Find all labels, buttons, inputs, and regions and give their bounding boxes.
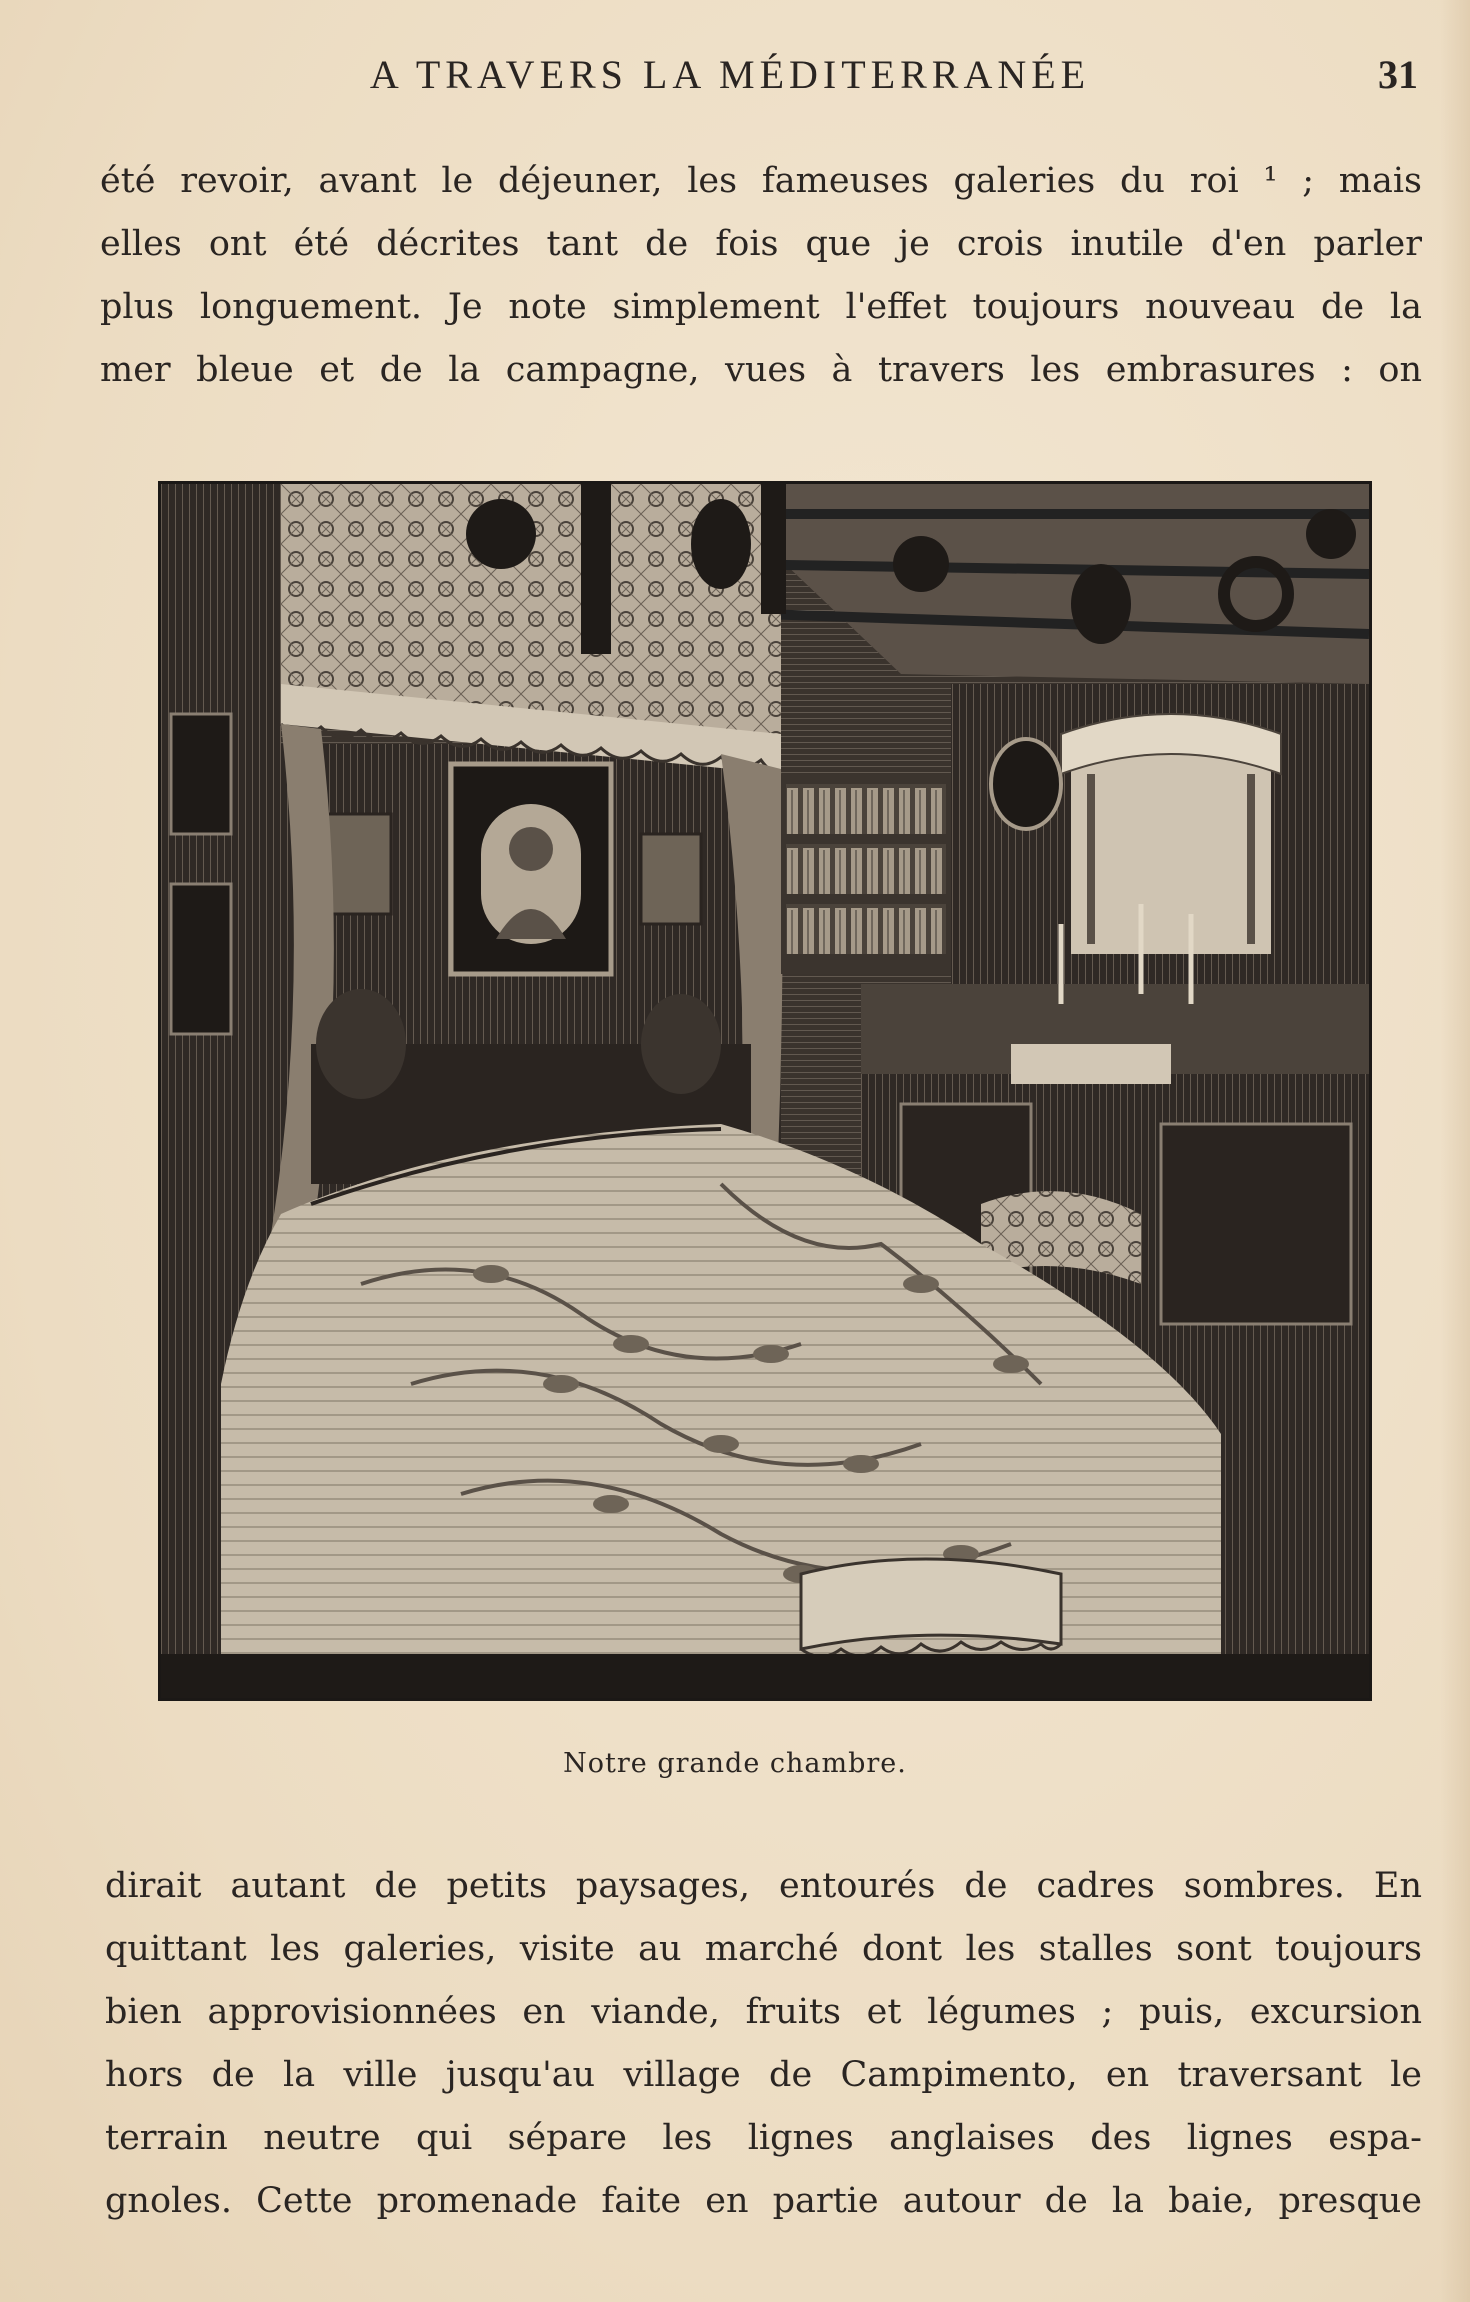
engraving-illustration xyxy=(158,481,1372,1701)
running-header xyxy=(0,50,1470,100)
bookshelf xyxy=(781,774,951,974)
text-line: plus longuement. Je note simplement l'effet toujours nouveau de la xyxy=(100,287,1422,327)
text-line: été revoir, avant le déjeuner, les fameuses galeries du roi ¹ ; mais xyxy=(100,161,1422,201)
page-edge-shading xyxy=(1440,0,1470,2302)
text-line: mer bleue et de la campagne, vues à travers les embrasures : on xyxy=(100,350,1422,390)
text-line: quittant les galeries, visite au marché dont les stalles sont toujours xyxy=(105,1929,1422,1969)
text-line: bien approvisionnées en viande, fruits et légumes ; puis, excursion xyxy=(105,1992,1422,2032)
running-title: A TRAVERS LA MÉDITERRANÉE xyxy=(369,52,1091,97)
text-line: gnoles. Cette promenade faite en partie autour de la baie, presque xyxy=(105,2181,1422,2221)
framed-portrait xyxy=(451,764,611,974)
figure-caption: Notre grande chambre. xyxy=(563,1748,907,1779)
paragraph-top xyxy=(100,150,1422,402)
text-line: dirait autant de petits paysages, entourés de cadres sombres. En xyxy=(105,1866,1422,1906)
page-number: 31 xyxy=(1378,52,1418,97)
text-line: hors de la ville jusqu'au village de Campimento, en traversant le xyxy=(105,2055,1422,2095)
text-line: elles ont été décrites tant de fois que je crois inutile d'en parler xyxy=(100,224,1422,264)
window-drapery xyxy=(1061,714,1281,954)
text-line: terrain neutre qui sépare les lignes anglaises des lignes espa- xyxy=(105,2118,1422,2158)
paragraph-bottom xyxy=(105,1855,1422,2233)
